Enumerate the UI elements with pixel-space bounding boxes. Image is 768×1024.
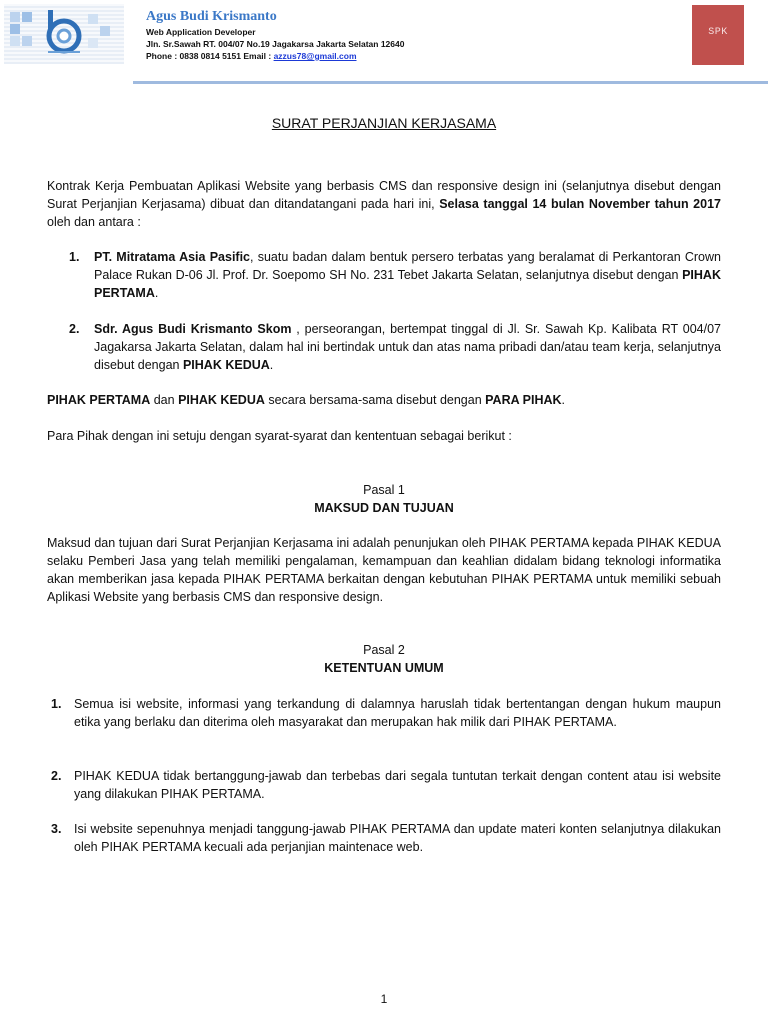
party-end: .	[154, 286, 159, 300]
page-number: 1	[380, 992, 388, 1006]
company-logo	[4, 4, 124, 64]
pasal-1-subheading: MAKSUD DAN TUJUAN	[314, 501, 454, 515]
para-pihak: PARA PIHAK	[485, 393, 562, 407]
pasal-1-heading: Pasal 1	[363, 483, 405, 497]
document-badge: SPK	[692, 5, 744, 65]
intro-tail: oleh dan antara :	[47, 215, 141, 229]
intro-text: Kontrak Kerja Pembuatan Aplikasi Website yang berbasis CMS dan responsive design ini (selanjutnya disebut dengan Surat Perjanjian Kerjasama) dibuat dan ditandatangani pada hari ini,	[47, 179, 721, 211]
list-number: 1.	[51, 697, 62, 711]
party-description: , suatu badan dalam bentuk persero terbatas yang beralamat di Perkantoran Crown Palace Rukan D-06 Jl. Prof. Dr. Soepomo SH No. 231 Tebet Jakarta Selatan, selanjutnya disebut dengan	[94, 250, 721, 282]
list-item: PIHAK KEDUA tidak bertanggung-jawab dan terbebas dari segala tuntutan terkait dengan content atau isi website yang dilakukan PIHAK PERTAMA.	[74, 769, 721, 801]
party-name: Sdr. Agus Budi Krismanto Skom	[94, 322, 292, 336]
party-number: 1.	[69, 250, 80, 264]
pasal-2-subheading: KETENTUAN UMUM	[324, 661, 444, 675]
party-role: PIHAK PERTAMA	[94, 268, 721, 300]
party-role: PIHAK KEDUA	[182, 358, 270, 372]
connector: .	[561, 393, 566, 407]
party-end: .	[269, 358, 274, 372]
list-number: 3.	[51, 822, 62, 836]
intro-date: Selasa tanggal 14 bulan November tahun 2017	[439, 197, 721, 211]
pihak-pertama: PIHAK PERTAMA	[47, 393, 151, 407]
document-title: SURAT PERJANJIAN KERJASAMA	[271, 115, 497, 131]
pasal-2-heading: Pasal 2	[363, 643, 405, 657]
connector: secara bersama-sama disebut dengan	[264, 393, 486, 407]
author-role: Web Application Developer	[146, 27, 256, 37]
list-number: 2.	[51, 769, 62, 783]
author-contact	[146, 51, 357, 61]
party-second	[94, 320, 721, 374]
intro-paragraph	[47, 177, 721, 231]
para-pihak-line	[47, 391, 721, 409]
logo-graphic	[4, 4, 124, 64]
phone-text: Phone : 0838 0814 5151 Email :	[146, 51, 274, 61]
header-divider	[133, 81, 768, 84]
connector: dan	[150, 393, 179, 407]
pasal-1-body: Maksud dan tujuan dari Surat Perjanjian Kerjasama ini adalah penunjukan oleh PIHAK PERTAMA kepada PIHAK KEDUA selaku Pemberi Jasa yang telah memiliki pengalaman, kemampuan dan keahlian didalam bidang teknologi informatika akan memberikan jasa kepada PIHAK PERTAMA berkaitan dengan kebutuhan PIHAK PERTAMA untuk memiliki sebuah Aplikasi Website yang berbasis CMS dan responsive design.	[47, 536, 721, 604]
party-number: 2.	[69, 322, 80, 336]
author-address: Jln. Sr.Sawah RT. 004/07 No.19 Jagakarsa Jakarta Selatan 12640	[146, 39, 405, 49]
email-link[interactable]: azzus78@gmail.com	[273, 51, 357, 61]
author-name: Agus Budi Krismanto	[146, 9, 277, 24]
list-item: Isi website sepenuhnya menjadi tanggung-jawab PIHAK PERTAMA dan update materi konten selanjutnya dilakukan oleh PIHAK PERTAMA kecuali ada perjanjian maintenace web.	[74, 822, 721, 854]
pihak-kedua: PIHAK KEDUA	[178, 393, 265, 407]
agreement-line: Para Pihak dengan ini setuju dengan syarat-syarat dan kententuan sebagai berikut :	[47, 429, 512, 443]
party-name: PT. Mitratama Asia Pasific	[94, 250, 251, 264]
list-item: Semua isi website, informasi yang terkandung di dalamnya haruslah tidak bertentangan dengan hukum maupun etika yang berlaku dan diterima oleh masyarakat dan merupakan hak milik dari PIHAK PERTAMA.	[74, 697, 721, 729]
party-description: , perseorangan, bertempat tinggal di Jl. Sr. Sawah Kp. Kalibata RT 004/07 Jagakarsa Jakarta Selatan, dalam hal ini bertindak untuk dan atas nama pribadi dan/atau team kerja, selanjutnya disebut dengan	[94, 322, 721, 372]
party-first	[94, 248, 721, 302]
